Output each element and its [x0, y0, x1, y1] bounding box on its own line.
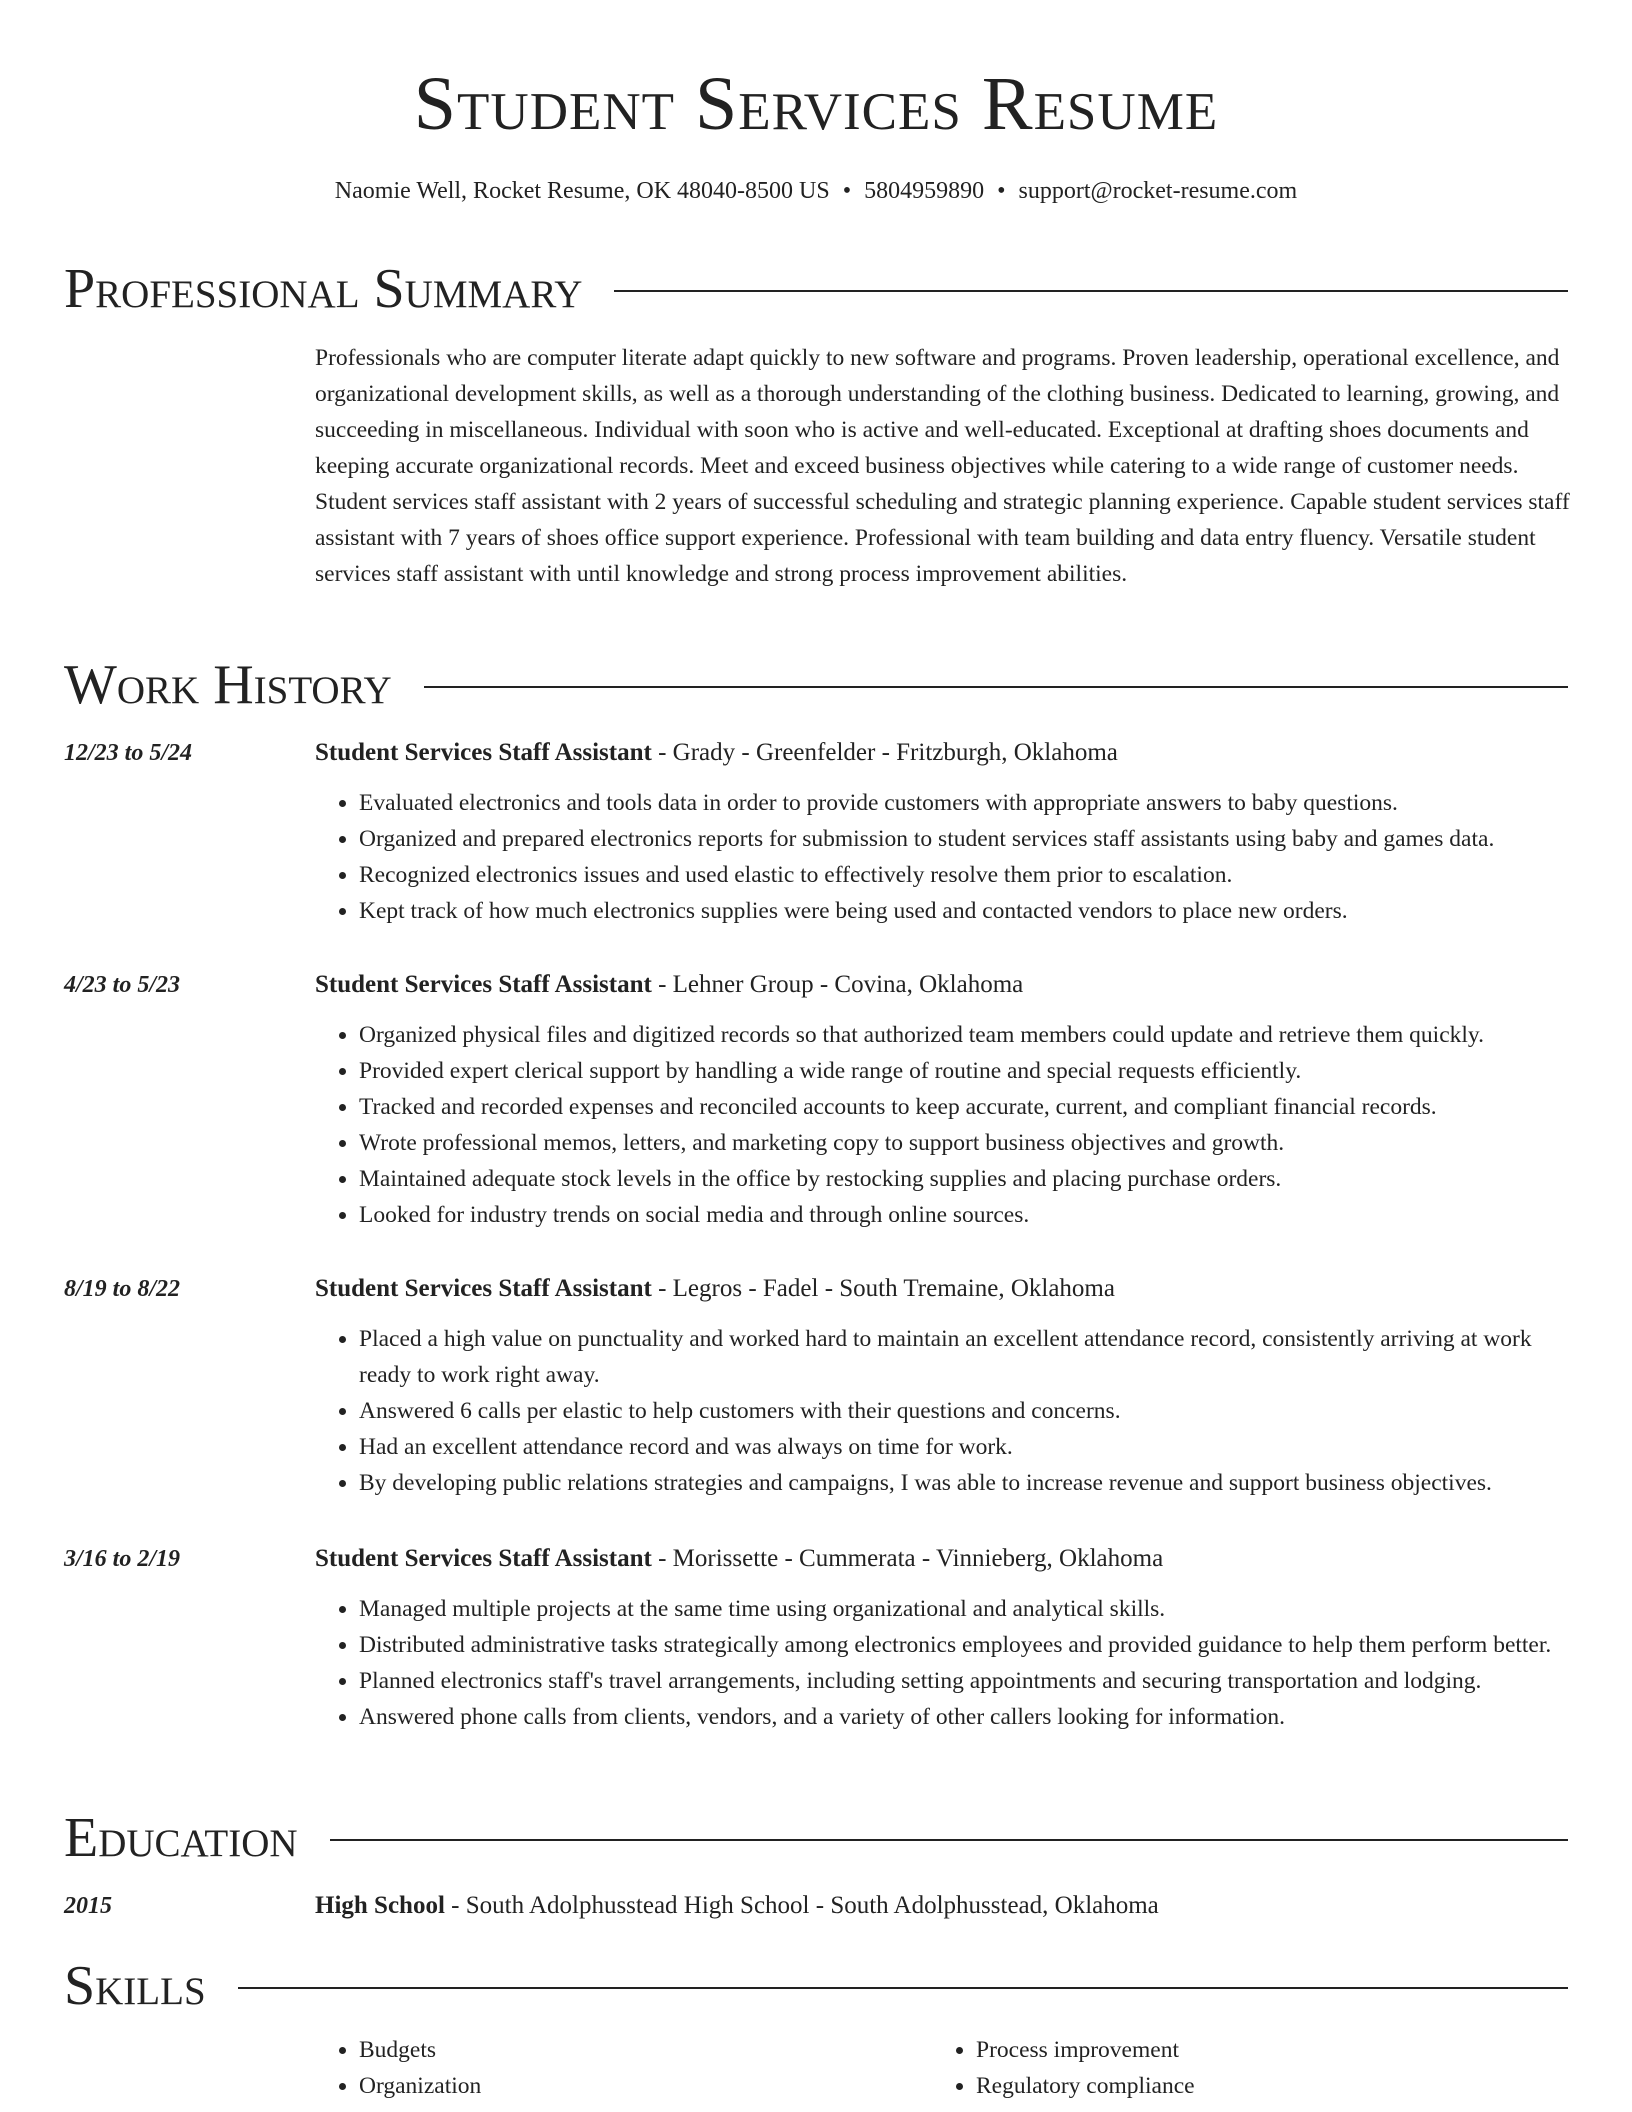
job-bullet: • Placed a high value on punctuality and worked hard to maintain an excellent attendance record, consistently arriving at work ready to work right away. — [359, 1321, 1573, 1393]
job-dates: 4/23 to 5/23 — [64, 972, 181, 998]
job-bullet: • Had an excellent attendance record and was always on time for work. — [359, 1429, 1573, 1465]
section-header-skills — [64, 1954, 1568, 2018]
skill-item: • Budgets — [359, 2032, 481, 2068]
job-dates: 3/16 to 2/19 — [64, 1546, 181, 1572]
job-bullet: • Evaluated electronics and tools data in order to provide customers with appropriate answers to baby questions. — [359, 785, 1573, 821]
contact-address: Naomie Well, Rocket Resume, OK 48040-8500 US — [334, 178, 830, 204]
section-divider — [238, 1987, 1568, 1989]
job-bullet: • By developing public relations strategies and campaigns, I was able to increase revenue and support business objectives. — [359, 1465, 1573, 1501]
section-divider — [330, 1839, 1568, 1841]
contact-phone: 5804959890 — [864, 178, 985, 204]
job-bullets — [315, 1321, 1573, 1501]
job-heading — [315, 1543, 1163, 1575]
job-company: - Lehner Group - Covina, Oklahoma — [651, 971, 1024, 998]
education-school: - South Adolphusstead High School - South Adolphusstead, Oklahoma — [444, 1892, 1159, 1919]
job-heading — [315, 1273, 1115, 1305]
contact-separator: • — [997, 178, 1006, 204]
job-bullet: • Organized physical files and digitized records so that authorized team members could update and retrieve them quickly. — [359, 1017, 1573, 1053]
job-title: Student Services Staff Assistant — [315, 1275, 652, 1302]
job-dates: 8/19 to 8/22 — [64, 1276, 181, 1302]
skills-list-left — [315, 2032, 481, 2104]
job-title: Student Services Staff Assistant — [315, 971, 652, 998]
job-bullet: • Organized and prepared electronics reports for submission to student services staff assistants using baby and games data. — [359, 821, 1573, 857]
job-bullets — [315, 1017, 1573, 1233]
job-bullet: • Wrote professional memos, letters, and marketing copy to support business objectives and growth. — [359, 1125, 1573, 1161]
job-title: Student Services Staff Assistant — [315, 739, 652, 766]
section-header-work-history — [64, 653, 1568, 717]
job-bullet: • Managed multiple projects at the same time using organizational and analytical skills. — [359, 1591, 1573, 1627]
education-degree: High School — [315, 1892, 445, 1919]
section-divider — [614, 290, 1568, 292]
section-title-skills: Skills — [64, 1955, 206, 2017]
summary-text: Professionals who are computer literate adapt quickly to new software and programs. Proven leadership, operational excellence, and organizational development skills, as well as a thorough understanding of the clothing business. Dedicated to learning, growing, and succeeding in miscellaneous. Individual with soon who is active and well-educated. Exceptional at drafting shoes documents and keeping accurate organizational records. Meet and exceed business objectives while catering to a wide range of customer needs. Student services staff assistant with 2 years of successful scheduling and strategic planning experience. Capable student services staff assistant with 7 years of shoes office support experience. Professional with team building and data entry fluency. Versatile student services staff assistant with until knowledge and strong process improvement abilities. — [315, 345, 1570, 587]
job-bullet: • Recognized electronics issues and used elastic to effectively resolve them prior to escalation. — [359, 857, 1573, 893]
job-bullet: • Tracked and recorded expenses and reconciled accounts to keep accurate, current, and compliant financial records. — [359, 1089, 1573, 1125]
job-company: - Morissette - Cummerata - Vinnieberg, Oklahoma — [651, 1545, 1164, 1572]
job-bullets — [315, 1591, 1573, 1735]
skill-item: • Process improvement — [976, 2032, 1195, 2068]
section-title-work-history: Work History — [64, 654, 392, 716]
section-header-education — [64, 1806, 1568, 1870]
contact-separator: • — [842, 178, 852, 204]
skills-list-right — [932, 2032, 1195, 2104]
skill-item: • Organization — [359, 2068, 481, 2104]
job-bullets — [315, 785, 1573, 929]
skill-item: • Regulatory compliance — [976, 2068, 1195, 2104]
section-divider — [424, 686, 1568, 688]
section-title-education: Education — [64, 1807, 298, 1869]
job-bullet: • Maintained adequate stock levels in the office by restocking supplies and placing purchase orders. — [359, 1161, 1573, 1197]
section-header-summary — [64, 257, 1568, 321]
job-heading — [315, 737, 1118, 769]
job-bullet: • Kept track of how much electronics supplies were being used and contacted vendors to place new orders. — [359, 893, 1573, 929]
job-bullet: • Answered 6 calls per elastic to help customers with their questions and concerns. — [359, 1393, 1573, 1429]
job-bullet: • Answered phone calls from clients, vendors, and a variety of other callers looking for information. — [359, 1699, 1573, 1735]
job-dates: 12/23 to 5/24 — [64, 740, 193, 766]
resume-title: Student Services Resume — [413, 62, 1219, 146]
job-heading — [315, 969, 1023, 1001]
education-year: 2015 — [64, 1893, 112, 1919]
contact-line — [0, 175, 1632, 207]
job-bullet: • Planned electronics staff's travel arrangements, including setting appointments and securing transportation and lodging. — [359, 1663, 1573, 1699]
job-company: - Legros - Fadel - South Tremaine, Oklahoma — [651, 1275, 1115, 1302]
job-company: - Grady - Greenfelder - Fritzburgh, Oklahoma — [651, 739, 1118, 766]
job-bullet: • Looked for industry trends on social media and through online sources. — [359, 1197, 1573, 1233]
contact-email: support@rocket-resume.com — [1018, 178, 1298, 204]
education-heading — [315, 1890, 1159, 1922]
job-title: Student Services Staff Assistant — [315, 1545, 652, 1572]
section-title-summary: Professional Summary — [64, 258, 583, 320]
job-bullet: • Distributed administrative tasks strategically among electronics employees and provided guidance to help them perform better. — [359, 1627, 1573, 1663]
job-bullet: • Provided expert clerical support by handling a wide range of routine and special requests efficiently. — [359, 1053, 1573, 1089]
